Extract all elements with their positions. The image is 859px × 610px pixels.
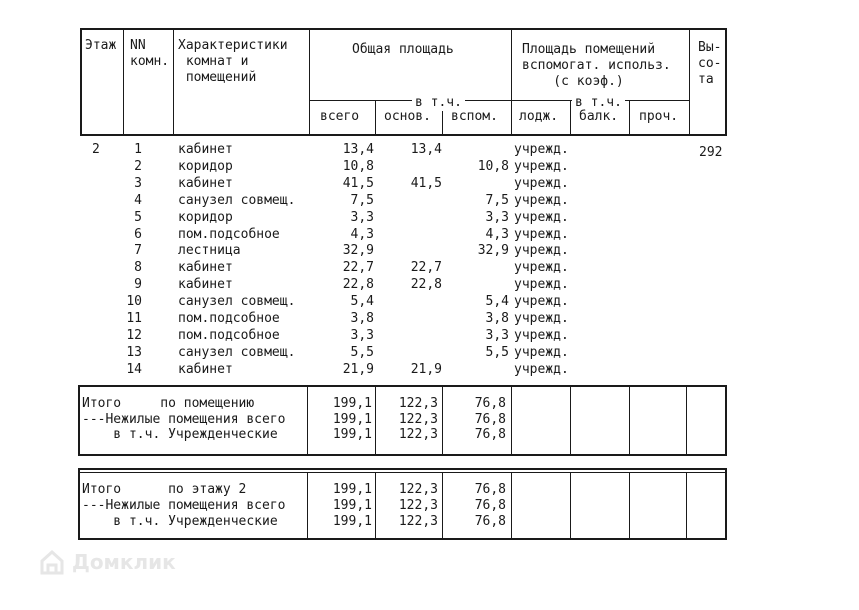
totals-aux-area: 76,8 xyxy=(474,498,506,513)
room-use: учрежд. xyxy=(514,192,569,208)
room-name: санузел совмещ. xyxy=(178,344,296,360)
totals-main-area: 122,3 xyxy=(398,482,438,497)
room-name: кабинет xyxy=(178,361,233,377)
room-main-area: 41,5 xyxy=(410,175,442,191)
room-total-area: 22,7 xyxy=(342,260,374,276)
room-use: учрежд. xyxy=(514,294,569,310)
room-use: учрежд. xyxy=(514,142,569,157)
room-number: 11 xyxy=(126,311,142,326)
room-name: кабинет xyxy=(178,260,233,276)
room-name: пом.подсобное xyxy=(178,327,280,343)
totals-aux-area: 76,8 xyxy=(474,396,506,411)
room-number: 3 xyxy=(134,175,142,191)
room-number: 13 xyxy=(126,344,142,360)
header-main: основ. xyxy=(384,109,431,124)
room-total-area: 5,5 xyxy=(350,344,374,360)
totals-label: Итого по помещению xyxy=(82,396,255,411)
header-aux: вспом. xyxy=(451,109,498,124)
room-use: учрежд. xyxy=(514,344,569,360)
header-room-number: NN комн. xyxy=(130,38,170,69)
room-aux-area: 32,9 xyxy=(477,243,509,259)
totals-aux-area: 76,8 xyxy=(474,514,506,529)
room-use: учрежд. xyxy=(514,158,569,174)
room-total-area: 3,8 xyxy=(350,311,374,326)
room-aux-area: 5,4 xyxy=(485,294,509,310)
room-main-area: 22,8 xyxy=(410,277,442,293)
totals-total-area: 199,1 xyxy=(332,396,372,411)
room-use: учрежд. xyxy=(514,327,569,343)
room-use: учрежд. xyxy=(514,311,569,326)
room-number: 9 xyxy=(134,277,142,293)
room-name: кабинет xyxy=(178,142,233,157)
room-number: 4 xyxy=(134,192,142,208)
header-total: всего xyxy=(320,109,360,124)
room-total-area: 10,8 xyxy=(342,158,374,174)
room-aux-area: 3,8 xyxy=(485,311,509,326)
totals-total-area: 199,1 xyxy=(332,514,372,529)
room-aux-area: 7,5 xyxy=(485,192,509,208)
totals-total-area: 199,1 xyxy=(332,427,372,442)
header-incl: в т.ч. xyxy=(412,95,465,111)
totals-aux-area: 76,8 xyxy=(474,411,506,427)
room-total-area: 4,3 xyxy=(350,226,374,242)
room-total-area: 32,9 xyxy=(342,243,374,259)
totals-label: ---Нежилые помещения всего xyxy=(82,411,286,427)
room-use: учрежд. xyxy=(514,209,569,225)
header-total-area: Общая площадь xyxy=(352,42,454,57)
room-number: 5 xyxy=(134,209,142,225)
room-main-area: 13,4 xyxy=(410,142,442,157)
room-number: 10 xyxy=(126,294,142,310)
header-loggia: лодж. xyxy=(519,109,559,124)
room-aux-area: 3,3 xyxy=(485,209,509,225)
totals-label: ---Нежилые помещения всего xyxy=(82,498,286,513)
header-balcony: балк. xyxy=(579,109,619,124)
room-number: 6 xyxy=(134,226,142,242)
totals-label: в т.ч. Учрежденческие xyxy=(82,514,278,529)
header-other: проч. xyxy=(639,109,679,124)
room-total-area: 22,8 xyxy=(342,277,374,293)
room-name: лестница xyxy=(178,243,241,259)
room-use: учрежд. xyxy=(514,175,569,191)
room-name: пом.подсобное xyxy=(178,311,280,326)
height-value: 292 xyxy=(699,145,723,160)
watermark-text: Домклик xyxy=(72,550,176,574)
totals-main-area: 122,3 xyxy=(398,498,438,513)
header-characteristics: Характеристики комнат и помещений xyxy=(178,38,288,85)
room-name: кабинет xyxy=(178,175,233,191)
room-use: учрежд. xyxy=(514,260,569,276)
room-use: учрежд. xyxy=(514,243,569,259)
room-use: учрежд. xyxy=(514,226,569,242)
room-use: учрежд. xyxy=(514,361,569,377)
room-number: 7 xyxy=(134,243,142,259)
header-height: Вы- со- та xyxy=(698,40,722,87)
header-incl-2: в т.ч. xyxy=(572,95,625,111)
totals-label: Итого по этажу 2 xyxy=(82,482,247,497)
room-total-area: 41,5 xyxy=(342,175,374,191)
room-name: пом.подсобное xyxy=(178,226,280,242)
totals-total-area: 199,1 xyxy=(332,482,372,497)
header-aux-area: Площадь помещений вспомогат. использ. (с коэф.) xyxy=(522,42,671,89)
totals-main-area: 122,3 xyxy=(398,396,438,411)
room-name: коридор xyxy=(178,158,233,174)
totals-main-area: 122,3 xyxy=(398,427,438,442)
room-name: кабинет xyxy=(178,277,233,293)
house-icon xyxy=(38,548,66,576)
room-number: 14 xyxy=(126,361,142,377)
totals-total-area: 199,1 xyxy=(332,411,372,427)
watermark xyxy=(38,548,176,576)
totals-main-area: 122,3 xyxy=(398,411,438,427)
room-total-area: 13,4 xyxy=(342,142,374,157)
totals-total-area: 199,1 xyxy=(332,498,372,513)
floor-number: 2 xyxy=(92,142,100,157)
room-total-area: 7,5 xyxy=(350,192,374,208)
totals-aux-area: 76,8 xyxy=(474,482,506,497)
room-total-area: 5,4 xyxy=(350,294,374,310)
room-main-area: 21,9 xyxy=(410,361,442,377)
room-use: учрежд. xyxy=(514,277,569,293)
room-total-area: 3,3 xyxy=(350,209,374,225)
room-aux-area: 3,3 xyxy=(485,327,509,343)
totals-aux-area: 76,8 xyxy=(474,427,506,442)
room-name: санузел совмещ. xyxy=(178,192,296,208)
room-aux-area: 10,8 xyxy=(477,158,509,174)
room-number: 2 xyxy=(134,158,142,174)
room-name: коридор xyxy=(178,209,233,225)
room-number: 8 xyxy=(134,260,142,276)
room-number: 1 xyxy=(134,142,142,157)
room-main-area: 22,7 xyxy=(410,260,442,276)
room-aux-area: 5,5 xyxy=(485,344,509,360)
totals-label: в т.ч. Учрежденческие xyxy=(82,427,278,442)
totals-main-area: 122,3 xyxy=(398,514,438,529)
header-floor: Этаж xyxy=(85,38,117,53)
room-total-area: 3,3 xyxy=(350,327,374,343)
room-total-area: 21,9 xyxy=(342,361,374,377)
room-number: 12 xyxy=(126,327,142,343)
room-aux-area: 4,3 xyxy=(485,226,509,242)
room-name: санузел совмещ. xyxy=(178,294,296,310)
